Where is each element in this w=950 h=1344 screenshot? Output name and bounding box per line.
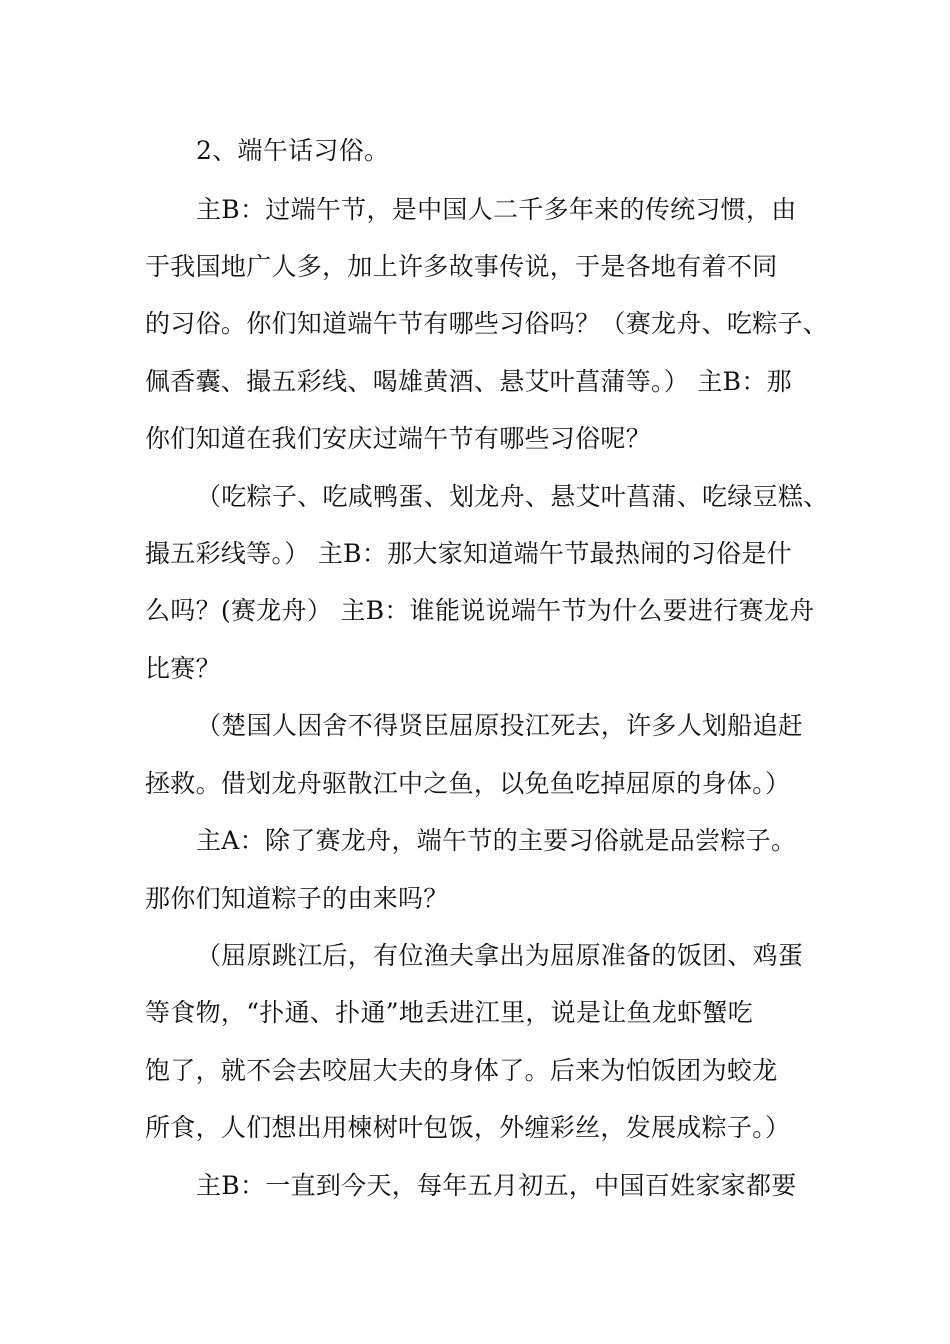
text-line: 等食物，“扑通、扑通”地丢进江里，说是让鱼龙虾蟹吃 [145,998,754,1027]
text-line: 主A：除了赛龙舟，端午节的主要习俗就是品尝粽子。 [196,826,797,855]
text-line: 所食，人们想出用楝树叶包饭，外缠彩丝，发展成粽子。） [145,1113,791,1142]
text-line: 那你们知道粽子的由来吗？ [145,884,449,913]
text-line: 你们知道在我们安庆过端午节有哪些习俗呢？ [145,424,652,453]
text-line: 饱了，就不会去咬屈大夫的身体了。后来为怕饭团为蛟龙 [145,1056,778,1085]
text-line: 佩香囊、撮五彩线、喝雄黄酒、悬艾叶菖蒲等。） 主B：那 [145,367,792,396]
text-line: （吃粽子、吃咸鸭蛋、划龙舟、悬艾叶菖蒲、吃绿豆糕、 [196,482,829,511]
text-line: （屈原跳江后，有位渔夫拿出为屈原准备的饭团、鸡蛋 [196,941,804,970]
text-line: 的习俗。你们知道端午节有哪些习俗吗？（赛龙舟、吃粽子、 [145,309,829,338]
text-line: 主B：一直到今天，每年五月初五，中国百姓家家都要 [196,1171,797,1200]
section-heading: 2、端午话习俗。 [196,136,390,165]
text-line: 比赛？ [145,654,221,683]
text-line: 主B：过端午节，是中国人二千多年来的传统习惯，由 [196,195,797,224]
text-line: 么吗？(赛龙舟） 主B：谁能说说端午节为什么要进行赛龙舟 [145,596,815,625]
text-line: 拯救。借划龙舟驱散江中之鱼，以免鱼吃掉屈原的身体。） [145,769,791,798]
text-line: （楚国人因舍不得贤臣屈原投江死去，许多人划船追赶 [196,711,804,740]
text-line: 于我国地广人多，加上许多故事传说，于是各地有着不同 [145,252,778,281]
text-line: 撮五彩线等。） 主B：那大家知道端午节最热闹的习俗是什 [145,539,792,568]
